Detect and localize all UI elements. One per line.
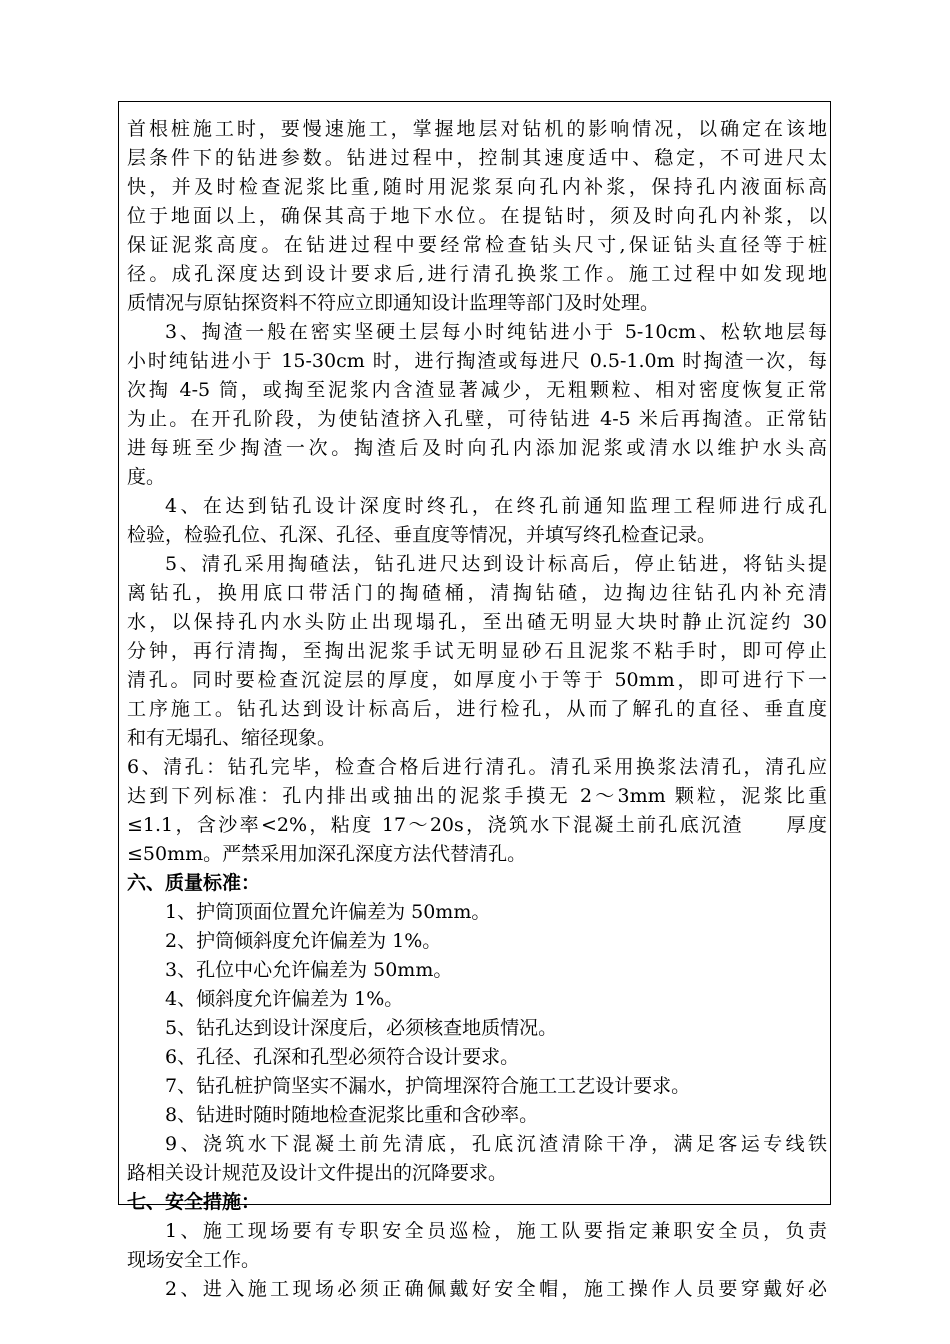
section-heading: 六、质量标准：	[127, 872, 261, 894]
text-line: 路相关设计规范及设计文件提出的沉降要求。	[127, 1162, 508, 1184]
text-line: 分钟，再行清掏，至掏出泥浆手试无明显砂石且泥浆不粘手时，即可停止	[127, 640, 827, 662]
text-line: 进每班至少掏渣一次。掏渣后及时向孔内添加泥浆或清水以维护水头高	[127, 437, 827, 459]
text-line: 水，以保持孔内水头防止出现塌孔，至出碴无明显大块时静止沉淀约 30	[127, 611, 827, 633]
list-item: 5、钻孔达到设计深度后，必须核查地质情况。	[165, 1017, 558, 1039]
text-line: 和有无塌孔、缩径现象。	[127, 727, 337, 749]
document-body	[127, 115, 827, 1304]
list-item: 1、护筒顶面位置允许偏差为 50mm。	[165, 901, 491, 923]
list-item: 4、倾斜度允许偏差为 1%。	[165, 988, 404, 1010]
text-line: 首根桩施工时，要慢速施工，掌握地层对钻机的影响情况，以确定在该地	[127, 118, 827, 140]
list-item: 3、孔位中心允许偏差为 50mm。	[165, 959, 453, 981]
list-item: 9、浇筑水下混凝土前先清底，孔底沉渣清除干净，满足客运专线铁	[165, 1133, 827, 1155]
text-line: ≤50mm。严禁采用加深孔深度方法代替清孔。	[127, 843, 527, 865]
text-line: 为止。在开孔阶段，为使钻渣挤入孔壁，可待钻进 4-5 米后再掏渣。正常钻	[127, 408, 827, 430]
text-line: 位于地面以上，确保其高于地下水位。在提钻时，须及时向孔内补浆，以	[127, 205, 827, 227]
text-line: 径。成孔深度达到设计要求后,进行清孔换浆工作。施工过程中如发现地	[127, 263, 827, 285]
list-item: 8、钻进时随时随地检查泥浆比重和含砂率。	[165, 1104, 539, 1126]
text-line: 保证泥浆高度。在钻进过程中要经常检查钻头尺寸,保证钻头直径等于桩	[127, 234, 827, 256]
text-line: 次掏 4-5 筒，或掏至泥浆内含渣显著减少，无粗颗粒、相对密度恢复正常	[127, 379, 827, 401]
text-line: 4、在达到钻孔设计深度时终孔，在终孔前通知监理工程师进行成孔	[165, 495, 827, 517]
text-line: 层条件下的钻进参数。钻进过程中，控制其速度适中、稳定，不可进尺太	[127, 147, 827, 169]
text-line: 小时纯钻进小于 15-30cm 时，进行掏渣或每进尺 0.5-1.0m 时掏渣一次，每	[127, 350, 827, 372]
text-line: 6、清孔：钻孔完毕，检查合格后进行清孔。清孔采用换浆法清孔，清孔应	[127, 756, 827, 778]
text-line: 质情况与原钻探资料不符应立即通知设计监理等部门及时处理。	[127, 292, 660, 314]
text-line: 达到下列标准：孔内排出或抽出的泥浆手摸无 2～3mm 颗粒，泥浆比重	[127, 785, 827, 807]
list-item: 2、护筒倾斜度允许偏差为 1%。	[165, 930, 442, 952]
text-line: 度。	[127, 466, 166, 488]
list-item: 1、施工现场要有专职安全员巡检，施工队要指定兼职安全员，负责	[165, 1220, 827, 1242]
list-item: 7、钻孔桩护筒坚实不漏水，护筒埋深符合施工工艺设计要求。	[165, 1075, 691, 1097]
text-line: 快，并及时检查泥浆比重,随时用泥浆泵向孔内补浆，保持孔内液面标高	[127, 176, 827, 198]
text-line: ≤1.1，含沙率<2%，粘度 17～20s，浇筑水下混凝土前孔底沉渣 厚度	[127, 814, 827, 836]
text-line: 清孔。同时要检查沉淀层的厚度，如厚度小于等于 50mm，即可进行下一	[127, 669, 827, 691]
section-heading: 七、安全措施：	[127, 1191, 261, 1213]
list-item: 2、进入施工现场必须正确佩戴好安全帽，施工操作人员要穿戴好必	[165, 1278, 827, 1300]
list-item: 6、孔径、孔深和孔型必须符合设计要求。	[165, 1046, 520, 1068]
text-line: 3、掏渣一般在密实坚硬土层每小时纯钻进小于 5-10cm、松软地层每	[165, 321, 827, 343]
text-line: 5、清孔采用掏碴法，钻孔进尺达到设计标高后，停止钻进，将钻头提	[165, 553, 827, 575]
text-line: 现场安全工作。	[127, 1249, 261, 1271]
text-line: 离钻孔，换用底口带活门的掏碴桶，清掏钻碴，边掏边往钻孔内补充清	[127, 582, 827, 604]
text-line: 工序施工。钻孔达到设计标高后，进行检孔，从而了解孔的直径、垂直度	[127, 698, 827, 720]
text-line: 检验，检验孔位、孔深、孔径、垂直度等情况，并填写终孔检查记录。	[127, 524, 717, 546]
